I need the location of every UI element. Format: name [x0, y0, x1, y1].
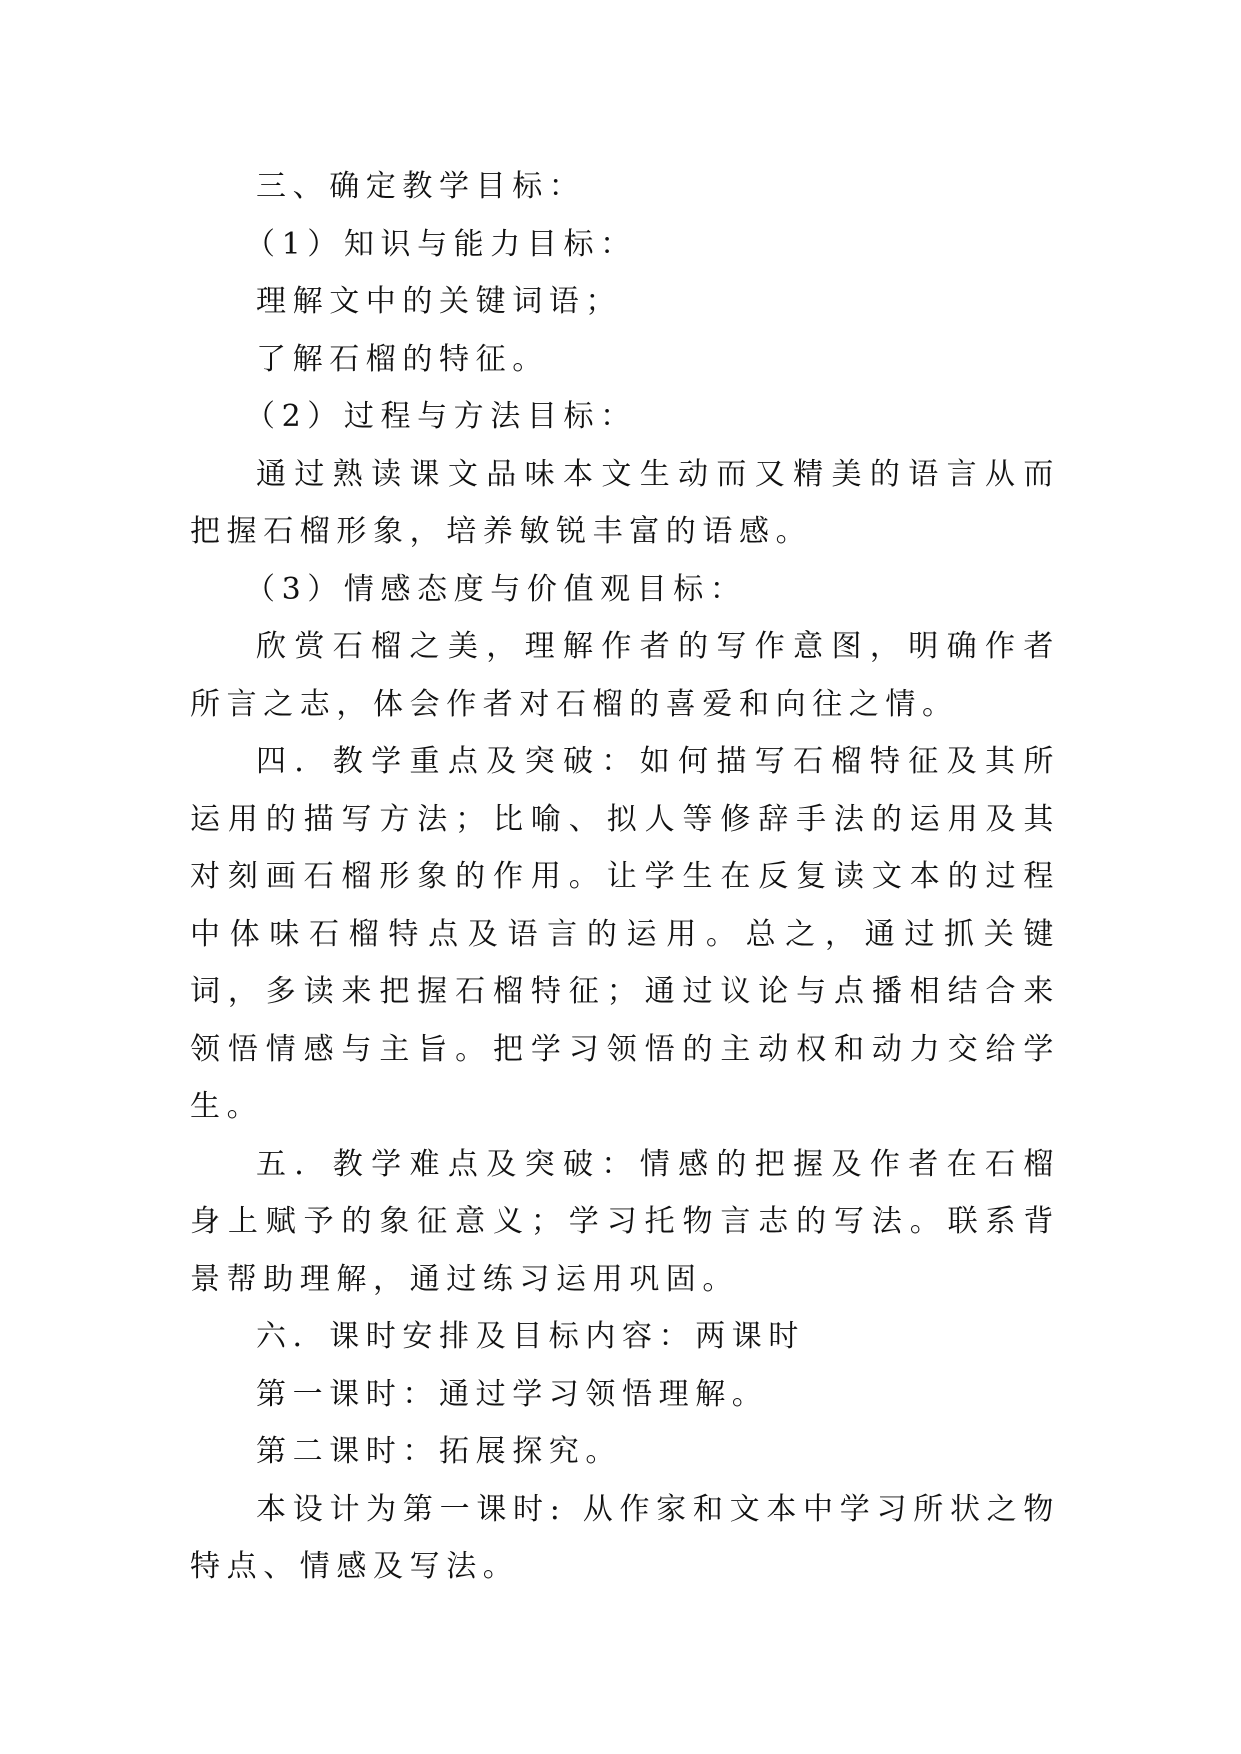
subheading-knowledge-ability: （1）知识与能力目标：: [245, 226, 637, 262]
objective-item-features: 了解石榴的特征。: [256, 341, 549, 377]
paragraph-process-method: 通过熟读课文品味本文生动而又精美的语言从而把握石榴形象，培养敏锐丰富的语感。: [190, 456, 1060, 549]
paragraph-key-points: 四．教学重点及突破：如何描写石榴特征及其所运用的描写方法；比喻、拟人等修辞手法的运用及其对刻画石榴形象的作用。让学生在反复读文本的过程中体味石榴特点及语言的运用。总之，通过抓关键词，多读来把握石榴特征；通过议论与点播相结合来领悟情感与主旨。把学习领悟的主动权和动力交给学生。: [190, 744, 1060, 1124]
paragraph-design-note: 本设计为第一课时: 从作家和文本中学习所状之物特点、情感及写法。: [190, 1491, 1060, 1584]
paragraph-second-lesson: 第二课时：拓展探究。: [256, 1434, 622, 1469]
document-body: [190, 158, 1060, 1596]
paragraph-emotion-values: 欣赏石榴之美，理解作者的写作意图，明确作者所言之志，体会作者对石榴的喜爱和向往之情。: [190, 629, 1060, 722]
subheading-emotion-values: （3）情感态度与价值观目标：: [245, 571, 747, 607]
paragraph-first-lesson: 第一课时：通过学习领悟理解。: [256, 1376, 769, 1412]
paragraph-difficulties: 五．教学难点及突破：情感的把握及作者在石榴身上赋予的象征意义；学习托物言志的写法。联系背景帮助理解，通过练习运用巩固。: [190, 1146, 1060, 1297]
subheading-process-method: （2）过程与方法目标：: [245, 399, 637, 434]
paragraph-schedule: 六．课时安排及目标内容：两课时: [256, 1319, 805, 1354]
heading-teaching-objectives: 三、确定教学目标：: [256, 169, 586, 204]
objective-item-keywords: 理解文中的关键词语；: [256, 284, 622, 319]
